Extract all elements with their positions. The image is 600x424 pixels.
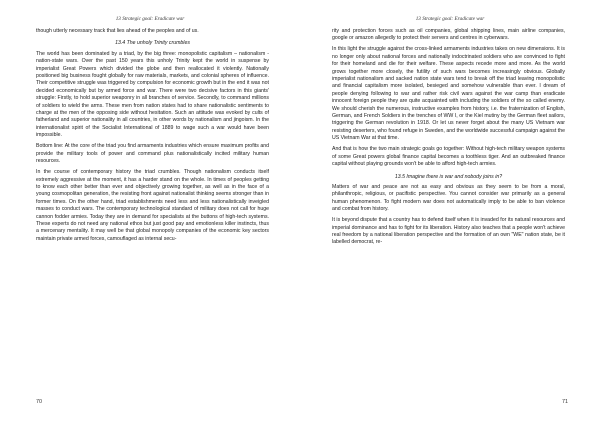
text-column (332, 28, 565, 250)
running-header: 13 Strategic goal: Eradicate war (415, 16, 485, 22)
paragraph: In the course of contemporary history the triad crumbles. Though nationalism conducts itself extremely aggressive at the moment, it has a harder stand on the whole. In times of peoples getting to know each other better than ever and objectively growing together, as well as in the face of a young cosmopolitan generation, the resisting front against nationalist thinking seems stronger than in former times. On the other hand, triad establishments need less and less nationalistically inveigled masses to conduct wars. The contemporary technological standard of military does not call for huge cannon fodder armies. Today they are in demand for specialists at the buttons of high-tech systems. These experts do not need any national ethos but just good pay and emotionless killer instincts, thus a mercenary mentality. It may well be that global monopoly companies of the economic key sectors maintain private armed forces, camouflaged as internal secu- (36, 169, 269, 242)
paragraph: Matters of war and peace are not as easy and obvious as they seem to be from a moral, philanthropic, religious, or pacifistic perspective. You cannot consider war primarily as a general human phenomenon. To fight modern war does not automatically imply to be able to ban violence and combat from history. (332, 183, 565, 213)
paragraph: Bottom line: At the core of the triad you find armaments industries which ensure maximum profits and provide the military tools of power and command plus nationalistically incited military human resources. (36, 143, 269, 165)
right-page (300, 0, 600, 424)
page-number: 71 (562, 399, 568, 405)
section-heading: 13.5 Imagine there is war and nobody joins in? (394, 173, 503, 180)
paragraph: though utterly necessary track that lies ahead of the peoples and of us. (36, 28, 199, 34)
paragraph: The world has been dominated by a triad, by the big three: monopolistic capitalism – nationalism - nation-state wars. Over the past 150 years this unholy Trinity kept the world in suspense by imperialist Great Powers which divided the globe and then reallocated it violently. Nationally positioned big business fought globally for raw materials, markets, and colonial spheres of influence. Their competitive struggle was triggered by compulsion for economic growth but in the end it was not decided economically but by armed force and war. There were two decisive factors in this giants' struggle: Firstly, to hold superior weaponry in all branches of service. Secondly, to command millions of soldiers to wield the arms. These men from nation states had to share nationalistic sentiments to charge at the men of the opposing side without hesitation. Such an attitude was evoked by cults of fatherland and superior nationality in all countries, in other words by nationalism and jingoism. In the internationalist spirit of the Socialist International of 1889 to wage such a war would have been impossible. (36, 50, 269, 139)
text-column (36, 28, 269, 247)
page-number: 70 (36, 399, 42, 405)
running-header: 13 Strategic goal: Eradicate war (115, 16, 185, 22)
paragraph: In this light the struggle against the cross-linked armaments industries takes on new dimensions. It is no longer only about national forces and nationally indoctrinated soldiers who are convinced to fight for their homeland and die for their welfare. These aspects recede more and more. As the world grows together more closely, the futility of such wars becomes increasingly obvious. Globally imperialist nationalism and sacked nation state wars tend to break off the triad leaving monopolistic and financial capitalism more isolated, besieged and somehow vulnerable than ever. I dream of people denying following to war and rather risk civil wars against the war camp than eradicate innocent foreign people they are quite acquainted with including the soldiers of the so called enemy. We should cherish the numerous, instructive examples from history, i.e. the fraternization of English, German, and French Soldiers in the trenches of WW I, or the Kiel mutiny by the German fleet sailors, triggering the German revolution in 1918. Or let us never forget about the many US Vietnam war resisting deserters, who found refuge in Sweden, and the worldwide successful campaign against the US Vietnam War at that time. (332, 46, 565, 142)
section-heading: 13.4 The unholy Trinity crumbles (115, 40, 190, 47)
paragraph: And that is how the two main strategic goals go together: Without high-tech military weapon systems of some Great powers global finance capital becomes a toothless tiger. And an outbreaked finance capital without playing grounds won't be able to afford high-tech armies. (332, 146, 565, 168)
paragraph: It is beyond dispute that a country has to defend itself when it is invaded for its natural resources and imperial dominance and has to fight for its liberation. History also teaches that a people won't achieve real freedom by a national liberation perspective and the formation of an own "WE" nation state, be it labelled democrat, re- (332, 217, 565, 246)
paragraph: rity and protection forces such as oil companies, global shipping lines, main airline companies, google or amazon allegedly to protect their servers and centres in cyberwars. (332, 28, 565, 42)
